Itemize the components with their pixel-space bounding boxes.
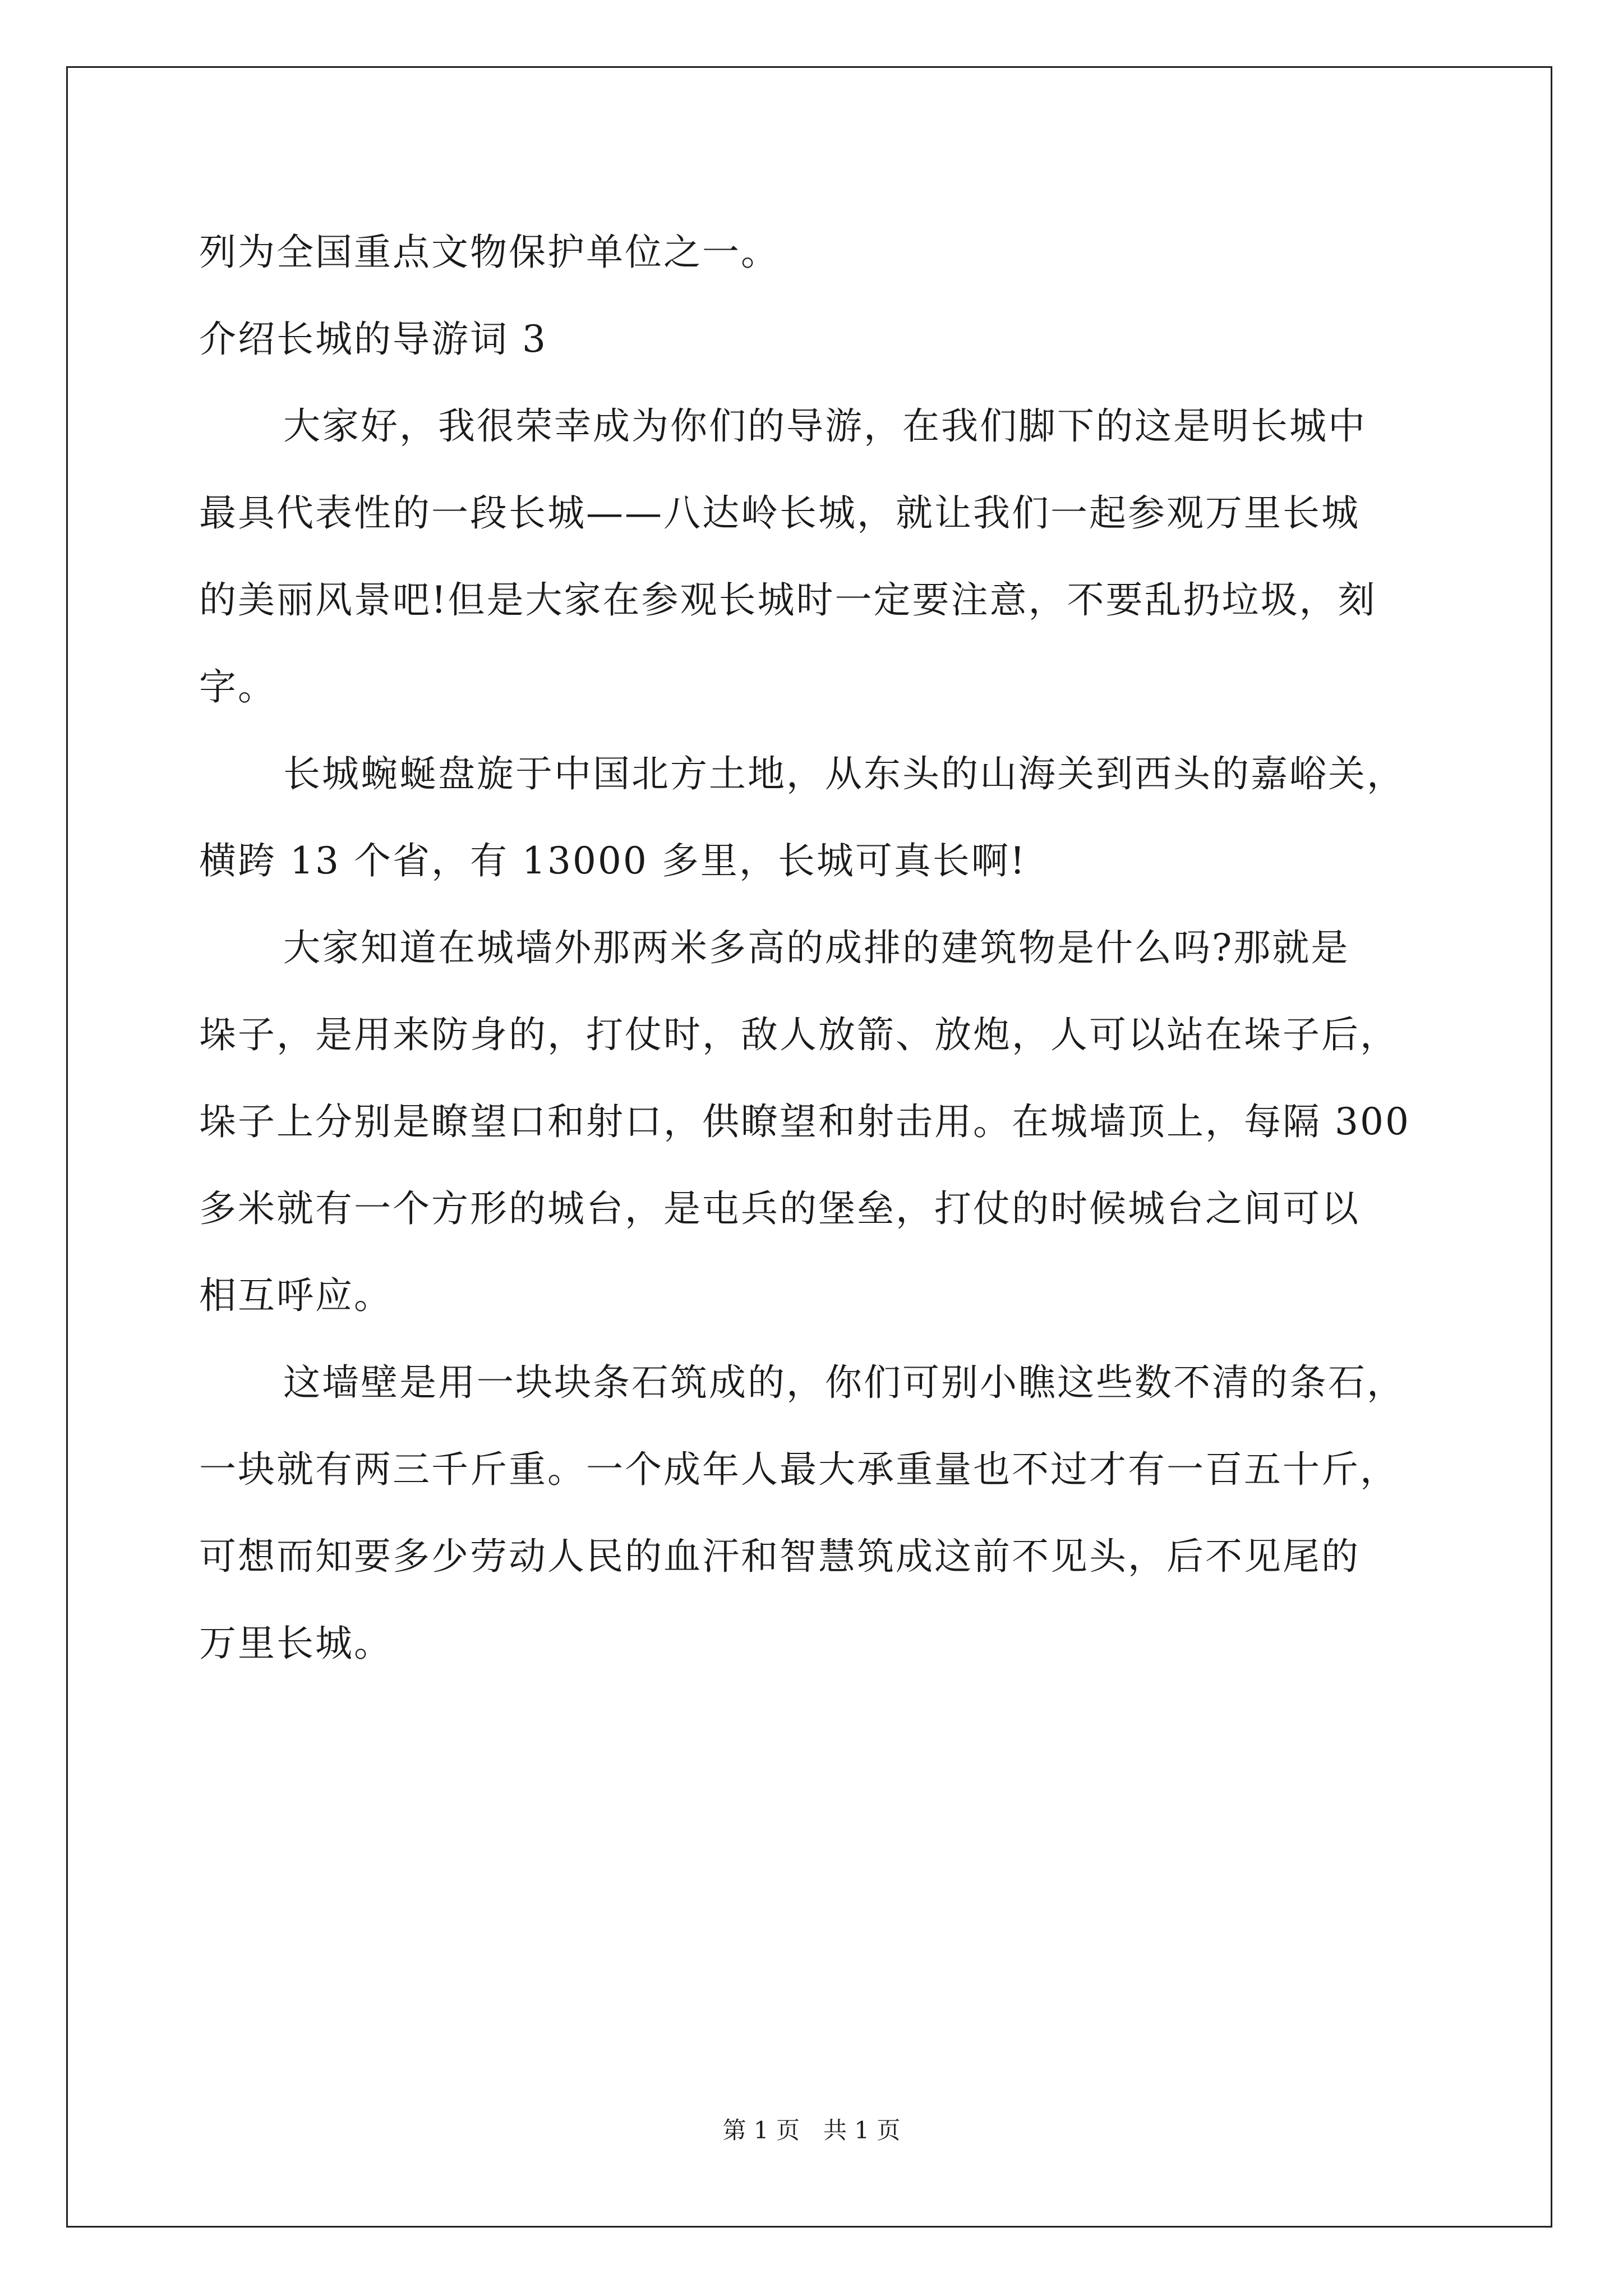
text-line: 长城蜿蜒盘旋于中国北方土地，从东头的山海关到西头的嘉峪关，	[283, 752, 1405, 795]
text-line: 列为全国重点文物保护单位之一。	[199, 231, 780, 274]
text-line: 一块就有两三千斤重。一个成年人最大承重量也不过才有一百五十斤，	[199, 1448, 1399, 1491]
text-line: 垛子上分别是瞭望口和射口，供瞭望和射击用。在城墙顶上，每隔 300	[199, 1100, 1410, 1143]
text-line: 的美丽风景吧!但是大家在参观长城时一定要注意，不要乱扔垃圾，刻	[199, 578, 1377, 622]
text-line: 多米就有一个方形的城台，是屯兵的堡垒，打仗的时候城台之间可以	[199, 1187, 1360, 1230]
text-line: 大家知道在城墙外那两米多高的成排的建筑物是什么吗?那就是	[283, 926, 1350, 969]
text-line: 横跨 13 个省，有 13000 多里，长城可真长啊!	[199, 839, 1027, 882]
text-line: 最具代表性的一段长城——八达岭长城，就让我们一起参观万里长城	[199, 491, 1360, 535]
text-line: 字。	[199, 665, 276, 708]
document-body	[199, 209, 1427, 1687]
section-heading: 介绍长城的导游词 3	[199, 318, 547, 361]
text-line: 万里长城。	[199, 1622, 393, 1665]
text-line: 大家好，我很荣幸成为你们的导游，在我们脚下的这是明长城中	[283, 404, 1367, 448]
text-line: 相互呼应。	[199, 1274, 393, 1317]
text-line: 垛子，是用来防身的，打仗时，敌人放箭、放炮，人可以站在垛子后，	[199, 1013, 1399, 1056]
text-line: 这墙壁是用一块块条石筑成的，你们可别小瞧这些数不清的条石，	[283, 1361, 1405, 1404]
page-footer: 第 1 页 共 1 页	[722, 2116, 901, 2144]
text-line: 可想而知要多少劳动人民的血汗和智慧筑成这前不见头，后不见尾的	[199, 1535, 1360, 1578]
